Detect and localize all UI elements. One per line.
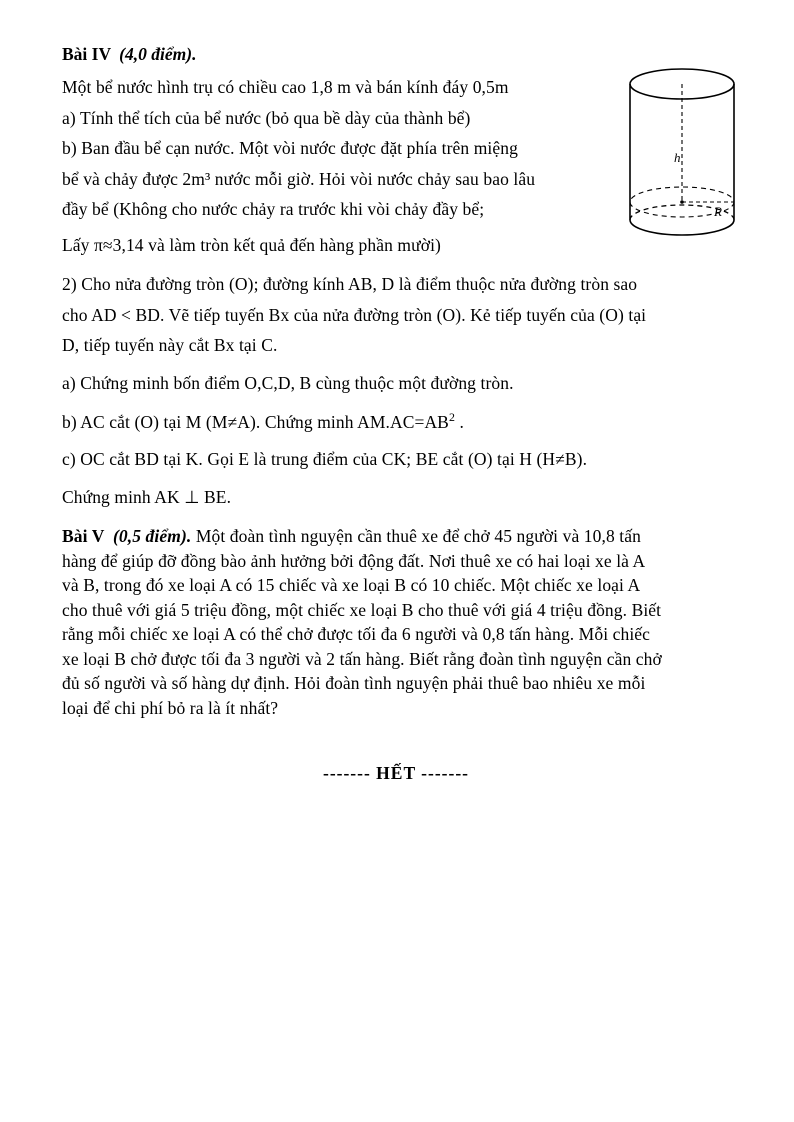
exercise-4-part-1b-line-4: Lấy π≈3,14 và làm tròn kết quả đến hàng phần mười): [62, 234, 441, 255]
cylinder-icon: [612, 62, 752, 252]
exercise-5-label: Bài V: [62, 526, 105, 547]
exercise-4-part-2a: a) Chứng minh bốn điểm O,C,D, B cùng thuộc một đường tròn.: [62, 372, 514, 393]
exercise-4-part-1a: a) Tính thể tích của bể nước (bỏ qua bề dày của thành bể): [62, 107, 471, 128]
exercise-4-part-2c: c) OC cắt BD tại K. Gọi E là trung điểm của CK; BE cắt (O) tại H (H≠B).: [62, 449, 588, 470]
exercise-5-line-8: loại để chi phí bỏ ra là ít nhất?: [62, 697, 279, 718]
cylinder-figure: [612, 62, 752, 252]
exercise-5-line-2: hàng để giúp đỡ đồng bào ảnh hưởng bởi động đất. Nơi thuê xe có hai loại xe là A: [62, 550, 646, 571]
figure-radius-label: R: [714, 204, 722, 219]
exercise-4-part-2-line-1: 2) Cho nửa đường tròn (O); đường kính AB, D là điểm thuộc nửa đường tròn sao: [62, 274, 638, 294]
exercise-4-part-2-line-3: D, tiếp tuyến này cắt Bx tại C.: [62, 335, 278, 355]
exercise-4-part-2b: [62, 412, 730, 431]
exercise-4-part-1-text: Một bể nước hình trụ có chiều cao 1,8 m và bán kính đáy 0,5m: [62, 77, 509, 97]
exercise-5-line-3: và B, trong đó xe loại A có 15 chiếc và xe loại B có 10 chiếc. Một chiếc xe loại A: [62, 575, 641, 596]
exercise-4-part-1b-line-2: bể và chảy được 2m³ nước mỗi giờ. Hỏi vòi nước chảy sau bao lâu: [62, 168, 536, 189]
exercise-4-label: Bài IV: [62, 44, 111, 64]
exercise-5-line-7: đủ số người và số hàng dự định. Hỏi đoàn tình nguyện phải thuê bao nhiêu xe mỗi: [62, 673, 646, 694]
exercise-4-part-2-conclusion: Chứng minh AK ⊥ BE.: [62, 486, 232, 507]
exercise-5-line-5: rằng mỗi chiếc xe loại A có thể chở được tối đa 6 người và 0,8 tấn hàng. Mỗi chiếc: [62, 624, 651, 645]
exercise-5-points: (0,5 điểm).: [112, 526, 192, 547]
exercise-4-points: (4,0 điểm).: [119, 44, 197, 64]
exercise-4-part-2b-end: .: [455, 411, 464, 432]
exercise-5: [62, 528, 730, 717]
figure-height-label: h: [674, 150, 681, 165]
exercise-4-part-1b-line-3: đầy bể (Không cho nước chảy ra trước khi vòi chảy đầy bể;: [62, 199, 485, 219]
exercise-4-part-2b-exponent: 2: [448, 410, 455, 424]
exercise-5-line-1: Một đoàn tình nguyện cần thuê xe để chở 45 người và 10,8 tấn: [191, 526, 641, 547]
exercise-4-part-2-line-2: cho AD < BD. Vẽ tiếp tuyến Bx của nửa đường tròn (O). Kẻ tiếp tuyến của (O) tại: [62, 304, 647, 325]
exercise-5-first-line: [62, 528, 730, 546]
exercise-5-line-4: cho thuê với giá 5 triệu đồng, một chiếc xe loại B cho thuê với giá 4 triệu đồng. Biết: [62, 599, 662, 620]
exercise-4-part-1b-line-1: b) Ban đầu bể cạn nước. Một vòi nước được đặt phía trên miệng: [62, 138, 518, 158]
end-marker: ------- HẾT -------: [323, 763, 469, 784]
exercise-4-part-1: [62, 79, 582, 97]
exercise-4-part-2b-text: b) AC cắt (O) tại M (M≠A). Chứng minh AM.AC=AB: [62, 411, 449, 432]
exercise-5-line-6: xe loại B chở được tối đa 3 người và 2 tấn hàng. Biết rằng đoàn tình nguyện cần chở: [62, 648, 662, 669]
